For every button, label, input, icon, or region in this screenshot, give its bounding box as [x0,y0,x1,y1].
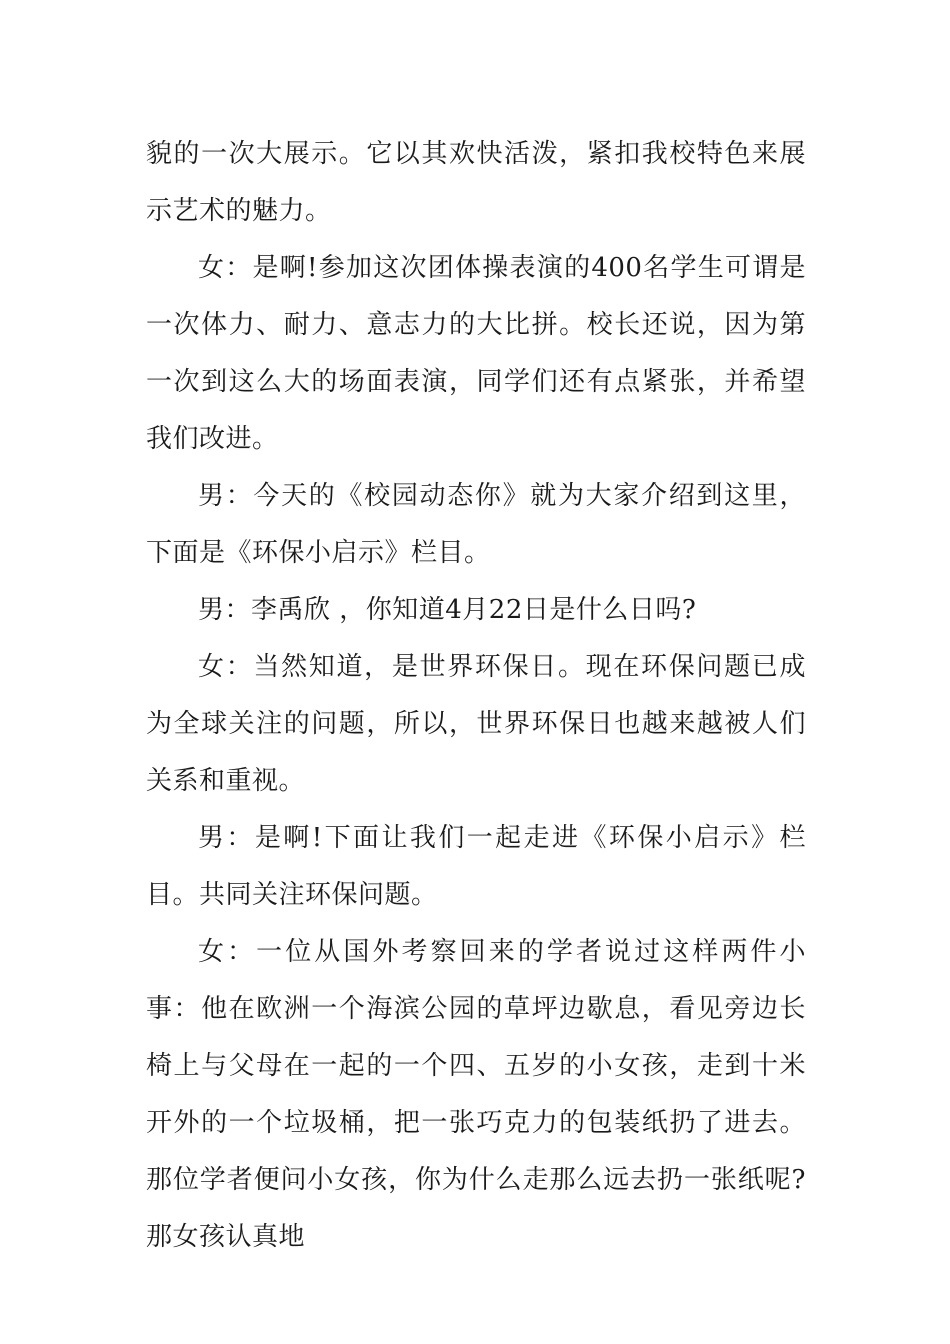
paragraph-3: 男：今天的《校园动态你》就为大家介绍到这里，下面是《环保小启示》栏目。 [146,481,806,568]
paragraph-7: 女：一位从国外考察回来的学者说过这样两件小事：他在欧洲一个海滨公园的草坪边歇息，看见旁边长椅上与父母在一起的一个四、五岁的小女孩，走到十米开外的一个垃圾桶，把一张巧克力的包装纸扔了进去。那位学者便问小女孩，你为什么走那么远去扔一张纸呢?那女孩认真地 [146,937,806,1252]
document-body [146,126,806,1266]
paragraph-2: 女：是啊!参加这次团体操表演的400名学生可谓是一次体力、耐力、意志力的大比拼。校长还说，因为第一次到这么大的场面表演，同学们还有点紧张，并希望我们改进。 [146,253,806,454]
paragraph-1: 貌的一次大展示。它以其欢快活泼，紧扣我校特色来展示艺术的魅力。 [146,139,806,226]
paragraph-6: 男：是啊!下面让我们一起走进《环保小启示》栏目。共同关注环保问题。 [146,823,806,910]
paragraph-5: 女：当然知道，是世界环保日。现在环保问题已成为全球关注的问题，所以，世界环保日也越来越被人们关系和重视。 [146,652,806,796]
paragraph-4: 男：李禹欣 ，你知道4月22日是什么日吗? [198,595,697,625]
